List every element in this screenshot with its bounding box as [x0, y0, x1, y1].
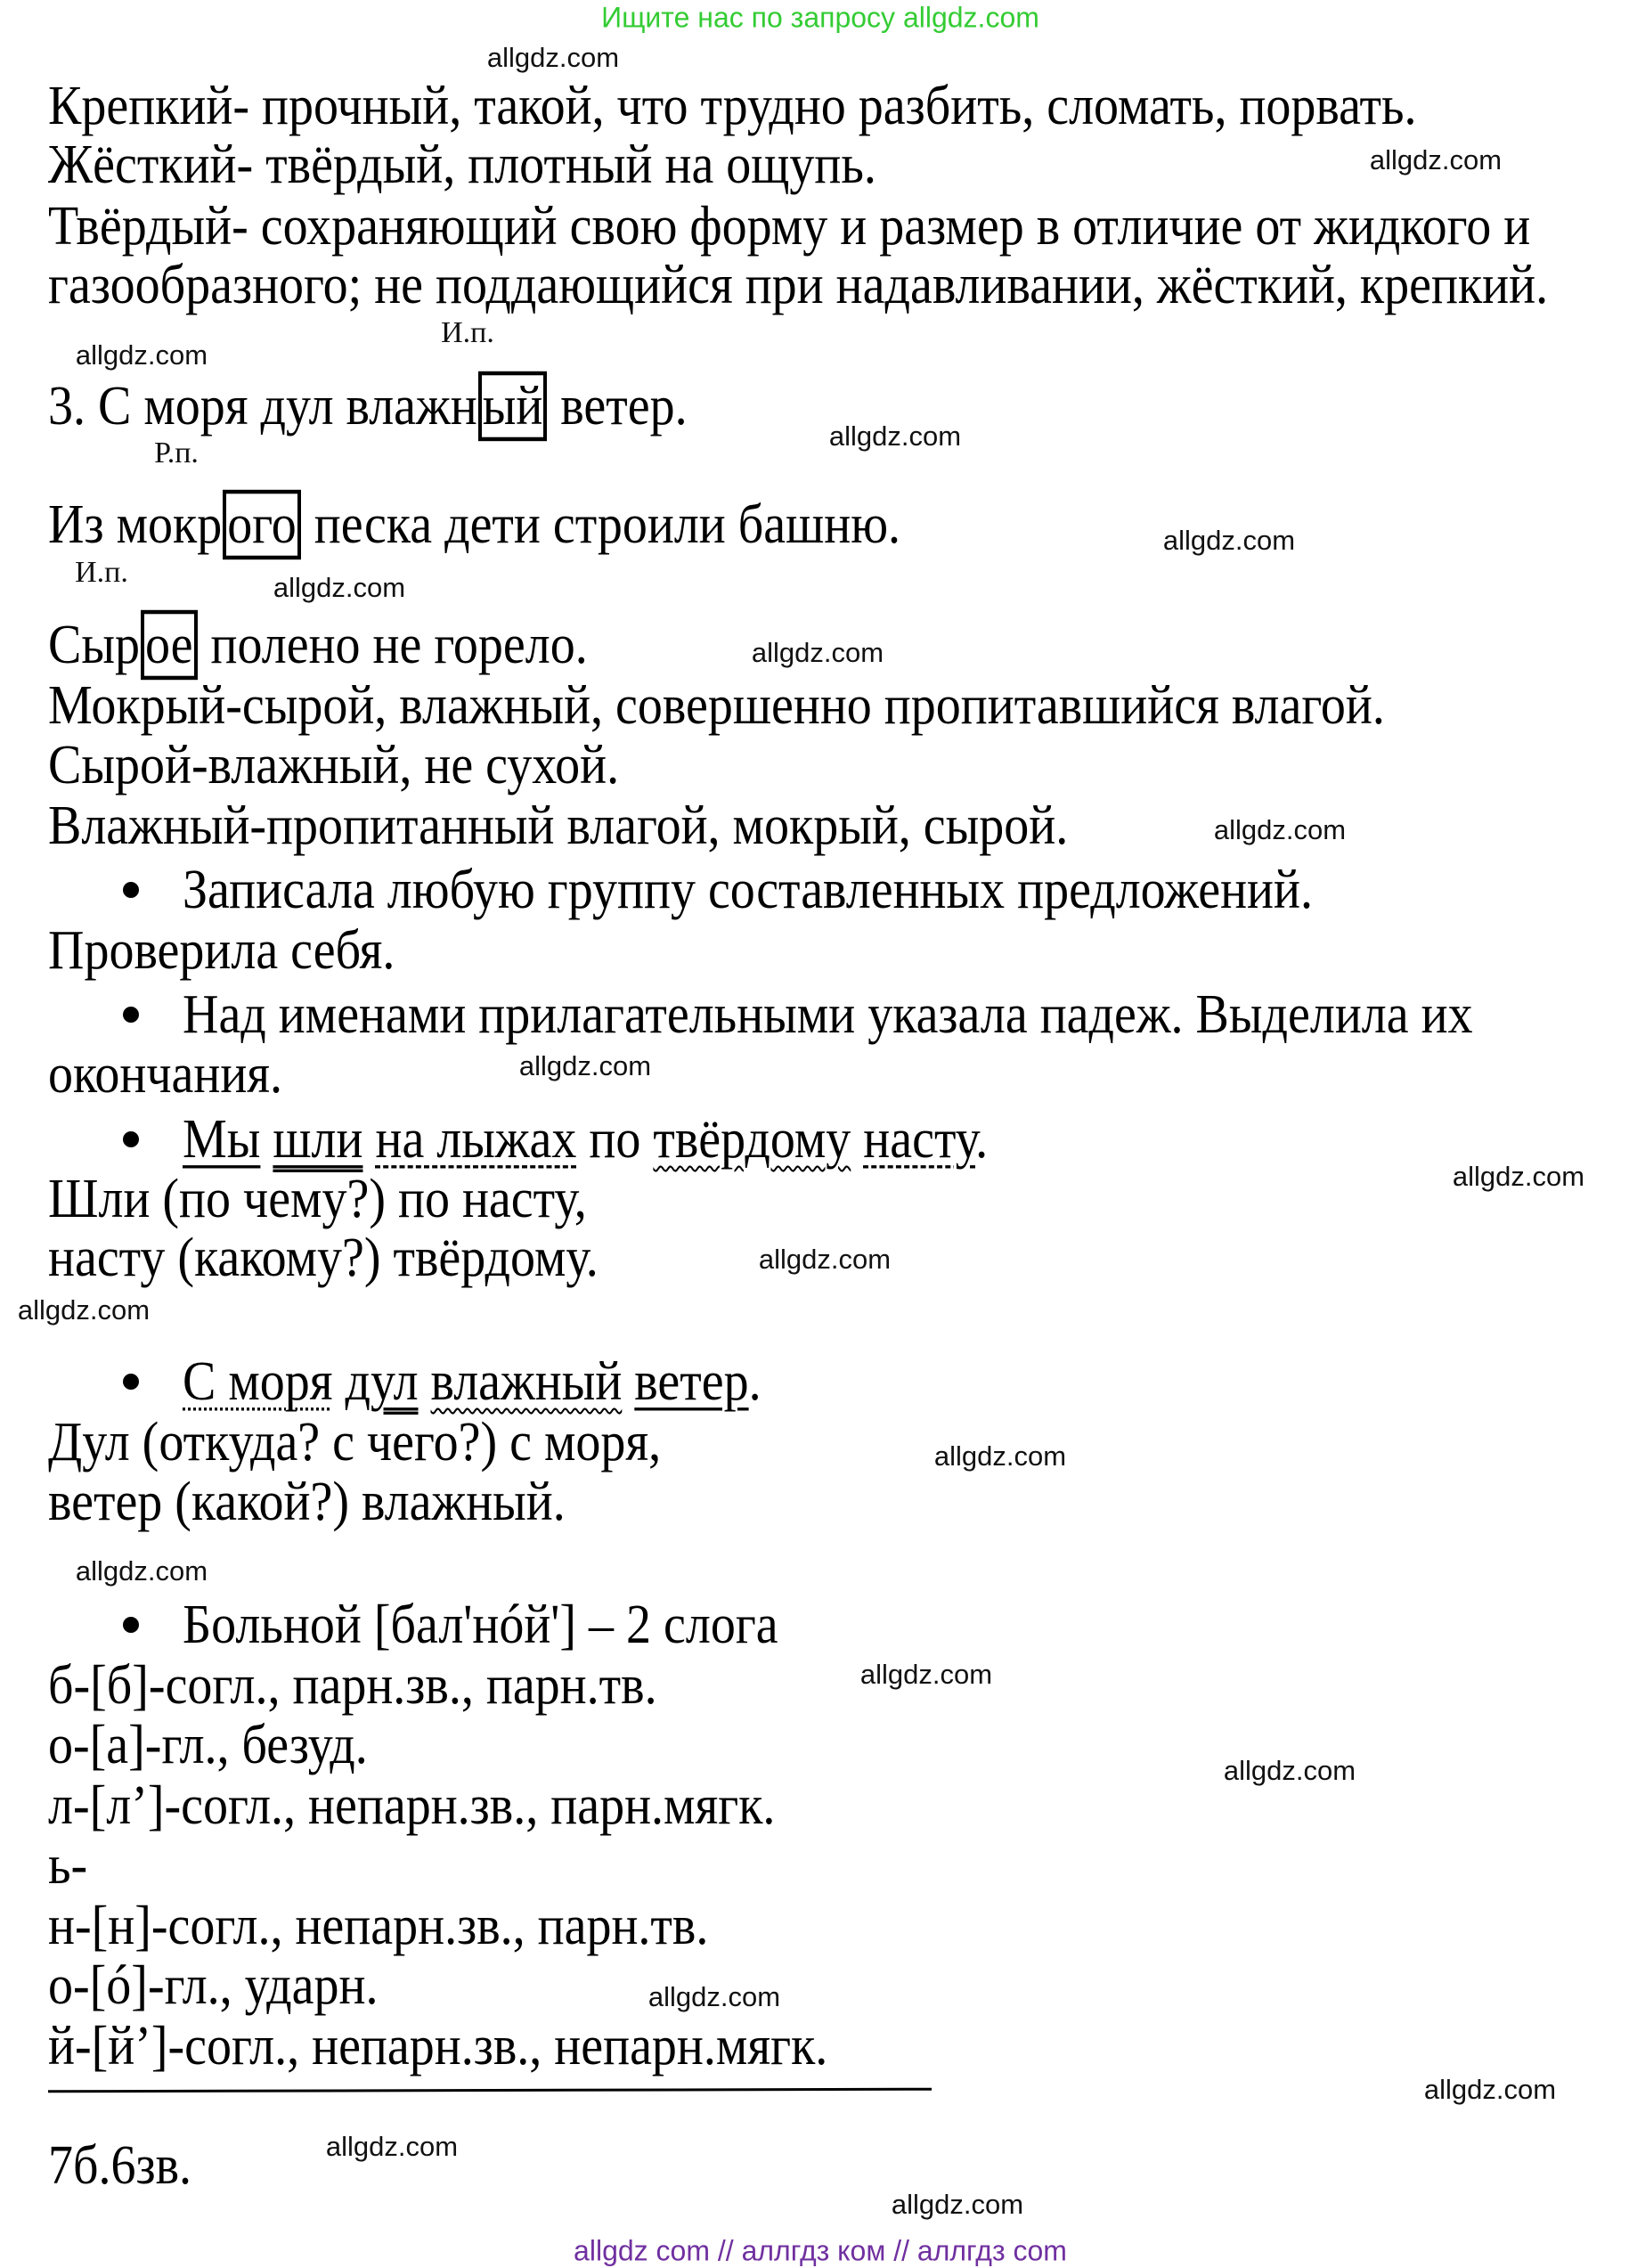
watermark: allgdz.com	[1423, 2074, 1557, 2105]
word-text: песка дети строили башню.	[301, 494, 901, 556]
watermark: allgdz.com	[75, 1555, 208, 1587]
ending-box: ый	[478, 371, 548, 441]
bullet-icon	[123, 1131, 139, 1147]
attribute-word: влажный	[430, 1350, 623, 1413]
divider-line	[48, 2088, 932, 2093]
summary-line: 7б.6зв.	[48, 2134, 192, 2197]
watermark: allgdz.com	[17, 1294, 151, 1326]
watermark: allgdz.com	[933, 1440, 1067, 1472]
question-line: Шли (по чему?) по насту,	[48, 1168, 587, 1230]
watermark: allgdz.com	[325, 2131, 459, 2162]
task-line: Над именами прилагательными указала падеж. Выделила их	[183, 983, 1473, 1046]
phonetic-line: л-[л’]-согл., непарн.зв., парн.мягк.	[48, 1774, 776, 1837]
watermark: allgdz.com	[647, 1981, 781, 2012]
case-label: И.п.	[441, 316, 494, 349]
phonetic-line: ь-	[48, 1834, 88, 1897]
watermark: allgdz.com	[859, 1659, 993, 1690]
watermark: allgdz.com	[891, 2189, 1024, 2220]
case-label: Р.п.	[154, 436, 199, 469]
definition-line: Жёсткий- твёрдый, плотный на ощупь.	[48, 134, 876, 196]
parsed-sentence-2	[183, 1347, 761, 1416]
ending-box: ое	[141, 610, 198, 680]
object-word: на лыжах	[375, 1108, 577, 1171]
subject-word: ветер	[634, 1350, 749, 1413]
watermark: allgdz.com	[1213, 814, 1347, 845]
word-text: ветер.	[548, 375, 688, 437]
bullet-icon	[123, 882, 139, 898]
watermark: allgdz.com	[518, 1050, 652, 1081]
task-line: окончания.	[48, 1043, 283, 1105]
word-text: .	[975, 1108, 989, 1171]
phonetic-title: Больной [бал'нóй'] – 2 слога	[183, 1594, 778, 1656]
predicate-word: шли	[273, 1108, 363, 1171]
predicate-word: дул	[345, 1350, 419, 1413]
meaning-line: Влажный-пропитанный влагой, мокрый, сырой.	[48, 795, 1069, 857]
meaning-line: Мокрый-сырой, влажный, совершенно пропитавшийся влагой.	[48, 674, 1385, 737]
word-text: полено не горело.	[198, 614, 588, 676]
word-text: 3. С моря дул влажн	[48, 375, 477, 437]
question-line: ветер (какой?) влажный.	[48, 1471, 566, 1533]
definition-line: газообразного; не поддающийся при надавливании, жёсткий, крепкий.	[48, 254, 1549, 316]
task-line: Записала любую группу составленных предложений.	[183, 859, 1313, 921]
definition-line: Крепкий- прочный, такой, что трудно разбить, сломать, порвать.	[48, 75, 1417, 137]
watermark: allgdz.com	[1223, 1755, 1356, 1786]
watermark: allgdz.com	[1162, 525, 1296, 556]
phonetic-line: н-[н]-согл., непарн.зв., парн.тв.	[48, 1895, 709, 1957]
adverbial-word: С моря	[183, 1350, 333, 1413]
attribute-word: твёрдому	[653, 1108, 851, 1171]
watermark: allgdz.com	[1452, 1161, 1585, 1192]
check-line: Проверила себя.	[48, 919, 395, 982]
question-line: насту (какому?) твёрдому.	[48, 1227, 599, 1289]
sentence-3	[48, 610, 588, 680]
case-label: И.п.	[75, 556, 128, 589]
bullet-icon	[123, 1374, 139, 1390]
watermark: allgdz.com	[75, 339, 208, 371]
word-text: Из мокр	[48, 494, 223, 556]
bullet-icon	[123, 1007, 139, 1023]
footer-watermark: allgdz com // аллгдз ком // аллгдз com	[574, 2234, 1067, 2267]
header-watermark: Ищите нас по запросу allgdz.com	[601, 1, 1039, 34]
meaning-line: Сырой-влажный, не сухой.	[48, 734, 620, 796]
bullet-icon	[123, 1617, 139, 1633]
phonetic-line: о-[а]-гл., безуд.	[48, 1714, 368, 1776]
ending-box: ого	[223, 490, 301, 559]
subject-word: Мы	[183, 1108, 261, 1171]
watermark: allgdz.com	[751, 637, 884, 668]
watermark: allgdz.com	[486, 42, 620, 73]
sentence-1	[48, 371, 688, 441]
phonetic-line: б-[б]-согл., парн.зв., парн.тв.	[48, 1654, 657, 1717]
word-text: .	[748, 1350, 761, 1413]
watermark: allgdz.com	[758, 1244, 892, 1275]
word-text: Сыр	[48, 614, 140, 676]
definition-line: Твёрдый- сохраняющий свою форму и размер в отличие от жидкого и	[48, 195, 1531, 257]
phonetic-line: й-[й’]-согл., непарн.зв., непарн.мягк.	[48, 2015, 828, 2077]
sentence-2	[48, 490, 900, 559]
watermark: allgdz.com	[273, 572, 406, 603]
watermark: allgdz.com	[828, 420, 962, 452]
question-line: Дул (откуда? с чего?) с моря,	[48, 1411, 662, 1473]
word-text: по	[589, 1108, 641, 1171]
phonetic-line: о-[ó]-гл., ударн.	[48, 1954, 379, 2017]
watermark: allgdz.com	[1369, 144, 1503, 175]
object-word: насту	[863, 1108, 976, 1171]
